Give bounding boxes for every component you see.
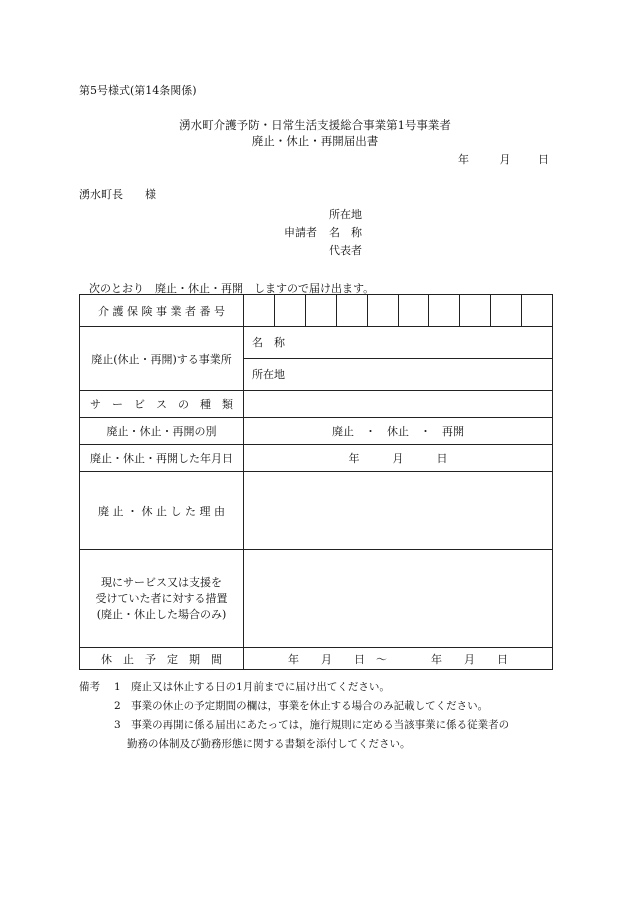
digit-box[interactable] — [336, 295, 367, 326]
notes-heading: 備考 — [79, 681, 100, 693]
date-year: 年 — [458, 153, 469, 166]
suspension-period-label: 休 止 予 定 期 間 — [80, 648, 244, 670]
status-date-field[interactable]: 年 月 日 — [244, 445, 553, 472]
measures-label-line2: 受けていた者に対する措置 — [95, 591, 228, 605]
addressee: 湧水町長 様 — [79, 188, 156, 201]
document-title-line1: 湧水町介護予防・日常生活支援総合事業第1号事業者 — [179, 118, 451, 132]
note-1: 1 廃止又は休止する日の1月前までに届け出てください。 — [114, 681, 390, 693]
digit-box[interactable] — [305, 295, 336, 326]
digit-box[interactable] — [367, 295, 398, 326]
date-day: 日 — [538, 153, 549, 166]
measures-label-line1: 現にサービス又は支援を — [101, 575, 222, 589]
facility-label: 廃止(休止・再開)する事業所 — [80, 327, 244, 391]
service-type-label: サ ー ビ ス の 種 類 — [80, 391, 244, 418]
note-3-line1: 3 事業の再開に係る届出にあたっては，施行規則に定める当該事業に係る従業者の — [114, 719, 510, 731]
measures-label — [80, 550, 244, 648]
digit-box[interactable] — [428, 295, 459, 326]
intro-text: 次のとおり 廃止・休止・再開 しますので届け出ます。 — [89, 282, 375, 295]
digit-box[interactable] — [459, 295, 490, 326]
notification-form-table — [79, 294, 553, 670]
date-month: 月 — [499, 153, 511, 166]
service-type-field[interactable] — [244, 391, 553, 418]
document-title-line2: 廃止・休止・再開届出書 — [251, 134, 379, 148]
facility-name-field[interactable]: 名 称 — [252, 336, 285, 349]
form-number: 第5号様式(第14条関係) — [79, 84, 197, 97]
measures-label-line3: (廃止・休止した場合のみ) — [96, 607, 227, 621]
applicant-role-label: 申請者 — [284, 226, 317, 239]
facility-address-field[interactable]: 所在地 — [244, 358, 552, 390]
facility-details — [244, 327, 553, 391]
digit-box[interactable] — [521, 295, 552, 326]
measures-field[interactable] — [244, 550, 553, 648]
digit-box[interactable] — [274, 295, 305, 326]
digit-box[interactable] — [244, 295, 274, 326]
digit-box[interactable] — [490, 295, 521, 326]
date-line — [458, 151, 549, 167]
applicant-name-label: 名 称 — [329, 226, 362, 239]
note-2: 2 事業の休止の予定期間の欄は，事業を休止する場合のみ記載してください。 — [114, 700, 489, 712]
provider-number-field[interactable] — [244, 295, 553, 327]
note-3-line2: 勤務の体制及び勤務形態に関する書類を添付してください。 — [127, 738, 411, 750]
status-type-options[interactable]: 廃止 ・ 休止 ・ 再開 — [244, 418, 553, 445]
provider-number-label: 介 護 保 険 事 業 者 番 号 — [80, 295, 244, 327]
status-type-label: 廃止・休止・再開の別 — [80, 418, 244, 445]
digit-box[interactable] — [398, 295, 429, 326]
applicant-representative-label: 代表者 — [329, 244, 362, 257]
applicant-address-label: 所在地 — [329, 208, 362, 221]
reason-label: 廃 止 ・ 休 止 し た 理 由 — [80, 472, 244, 550]
reason-field[interactable] — [244, 472, 553, 550]
status-date-label: 廃止・休止・再開した年月日 — [80, 445, 244, 472]
suspension-period-field[interactable]: 年 月 日 ～ 年 月 日 — [244, 648, 553, 670]
